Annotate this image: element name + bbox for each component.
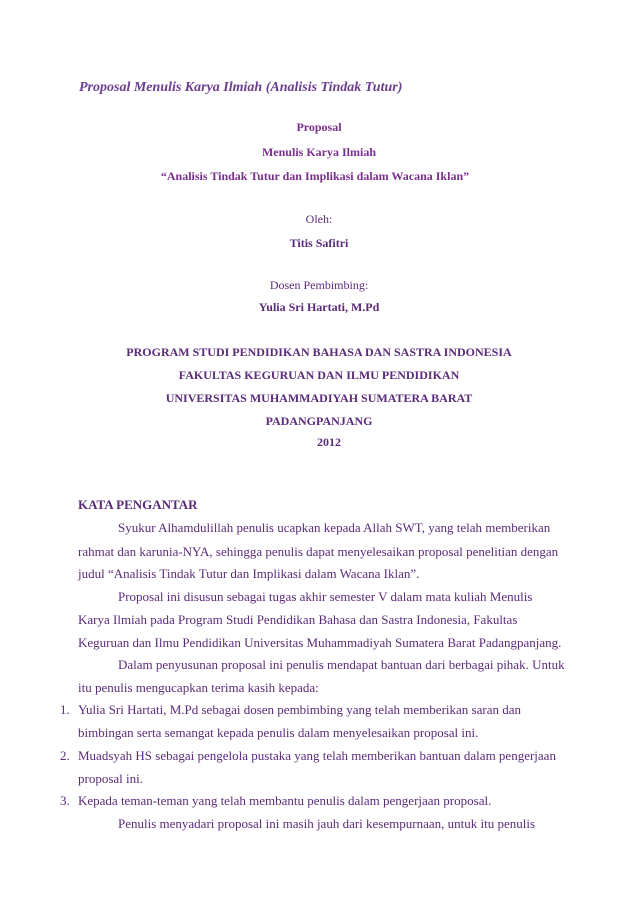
list-item-number: 2. xyxy=(60,748,70,763)
list-item-text: proposal ini. xyxy=(78,771,143,786)
cover-city: PADANGPANJANG xyxy=(265,414,373,428)
preface-heading: KATA PENGANTAR xyxy=(78,497,198,512)
preface-line: Dalam penyusunan proposal ini penulis mendapat bantuan dari berbagai pihak. Untuk xyxy=(118,657,565,672)
list-item-number: 1. xyxy=(60,702,70,717)
cover-author: Titis Safitri xyxy=(289,236,349,250)
list-item-text: Muadsyah HS sebagai pengelola pustaka yang telah memberikan bantuan dalam pengerjaan xyxy=(78,748,556,763)
preface-line: judul “Analisis Tindak Tutur dan Implikasi dalam Wacana Iklan”. xyxy=(78,566,420,581)
preface-line: Proposal ini disusun sebagai tugas akhir semester V dalam mata kuliah Menulis xyxy=(118,589,533,604)
preface-line: Syukur Alhamdulillah penulis ucapkan kepada Allah SWT, yang telah memberikan xyxy=(118,520,551,535)
list-item-text: Yulia Sri Hartati, M.Pd sebagai dosen pembimbing yang telah memberikan saran dan xyxy=(78,702,521,717)
preface-line: rahmat dan karunia-NYA, sehingga penulis dapat menyelesaikan proposal penelitian dengan xyxy=(78,544,559,559)
cover-line-proposal: Proposal xyxy=(296,120,342,134)
cover-faculty: FAKULTAS KEGURUAN DAN ILMU PENDIDIKAN xyxy=(178,368,460,382)
cover-year: 2012 xyxy=(317,435,341,449)
list-item-text: Kepada teman-teman yang telah membantu penulis dalam pengerjaan proposal. xyxy=(78,793,492,808)
document-header-title: Proposal Menulis Karya Ilmiah (Analisis Tindak Tutur) xyxy=(79,80,403,95)
cover-by-label: Oleh: xyxy=(305,212,333,226)
list-item-text: bimbingan serta semangat kepada penulis dalam menyelesaikan proposal ini. xyxy=(78,725,479,740)
preface-closing-line: Penulis menyadari proposal ini masih jauh dari kesempurnaan, untuk itu penulis xyxy=(118,816,536,831)
cover-line-course: Menulis Karya Ilmiah xyxy=(261,145,376,159)
cover-university: UNIVERSITAS MUHAMMADIYAH SUMATERA BARAT xyxy=(165,391,473,405)
preface-line: Karya Ilmiah pada Program Studi Pendidikan Bahasa dan Sastra Indonesia, Fakultas xyxy=(78,612,518,627)
list-item-number: 3. xyxy=(60,793,70,808)
preface-line: itu penulis mengucapkan terima kasih kepada: xyxy=(78,680,319,695)
preface-line: Keguruan dan Ilmu Pendidikan Universitas Muhammadiyah Sumatera Barat Padangpanjang. xyxy=(78,635,562,650)
cover-supervisor-label: Dosen Pembimbing: xyxy=(269,278,369,292)
cover-line-topic: “Analisis Tindak Tutur dan Implikasi dalam Wacana Iklan” xyxy=(160,169,470,183)
cover-program: PROGRAM STUDI PENDIDIKAN BAHASA DAN SASTRA INDONESIA xyxy=(126,345,512,359)
cover-supervisor: Yulia Sri Hartati, M.Pd xyxy=(258,300,380,314)
